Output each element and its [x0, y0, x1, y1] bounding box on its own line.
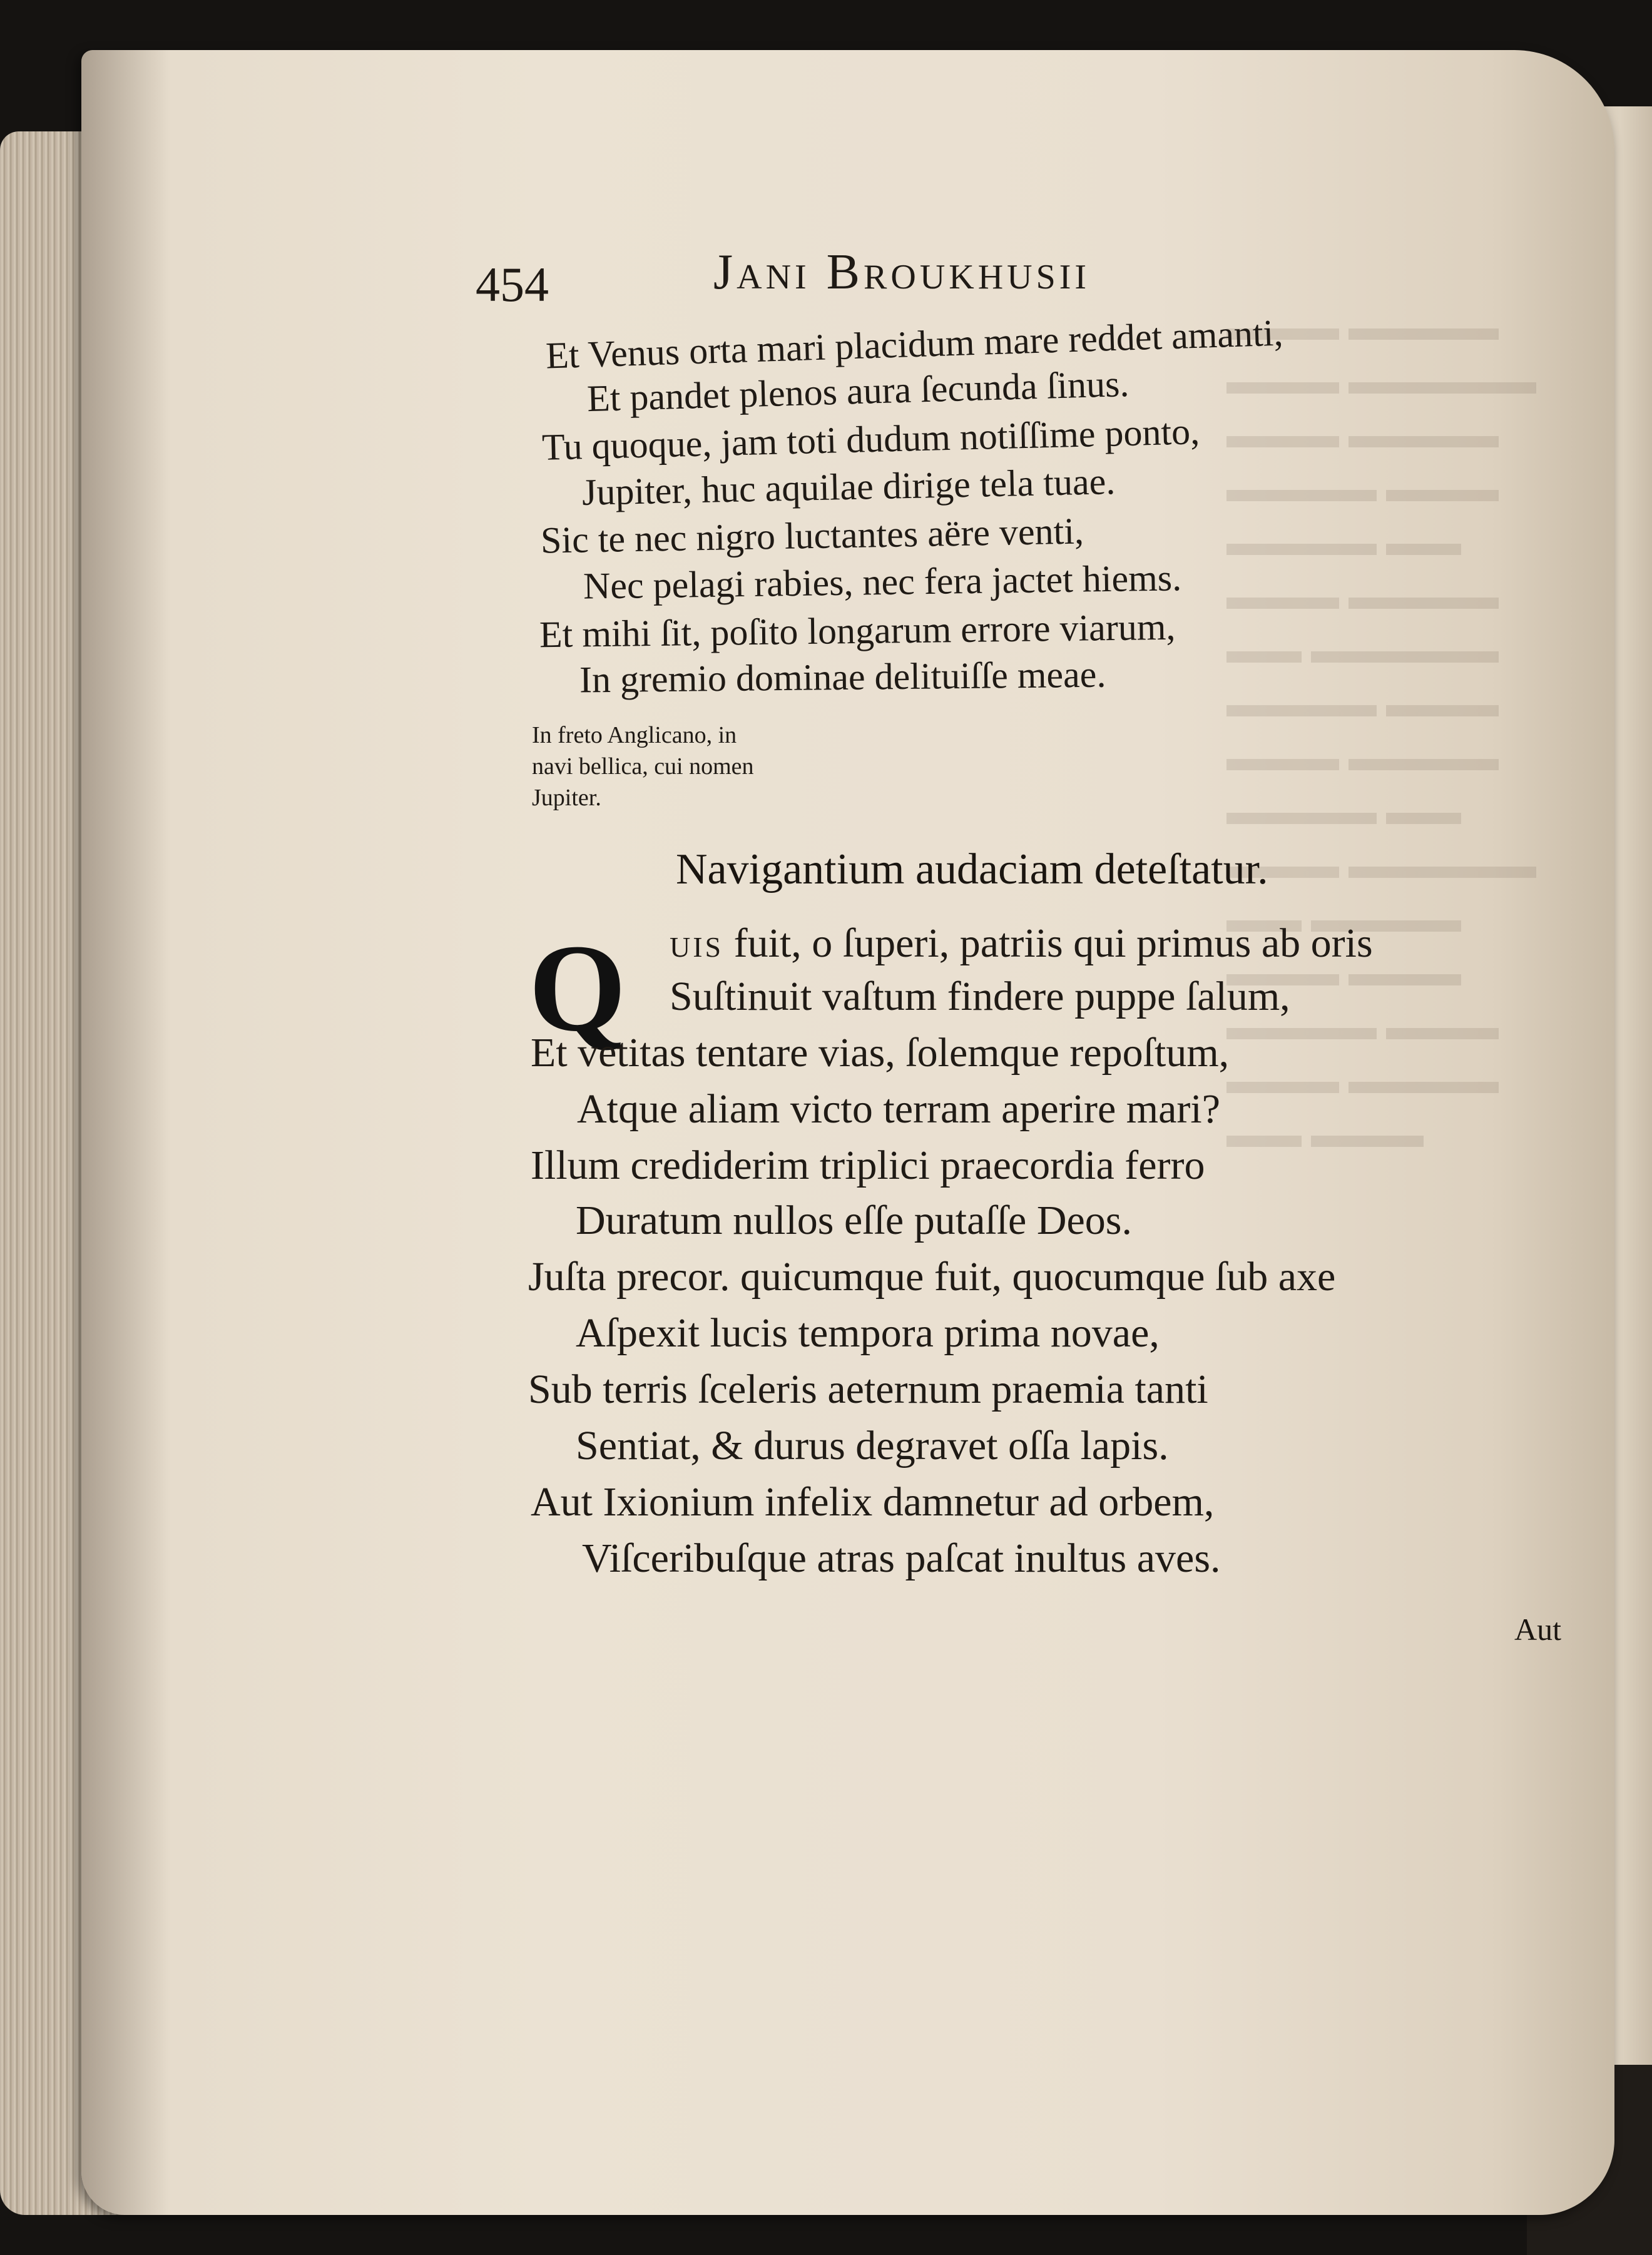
catchword: Aut	[1514, 1612, 1561, 1647]
verse-line: Sic te nec nigro luctantes aëre venti,	[540, 510, 1084, 561]
poem-line: Atque aliam victo terram aperire mari?	[577, 1086, 1220, 1132]
poem-line: Viſceribuſque atras paſcat inultus aves.	[582, 1535, 1221, 1581]
poem-line: Sub terris ſceleris aeternum praemia tanti	[528, 1367, 1208, 1412]
running-head: Jani Broukhusii	[713, 245, 1091, 300]
first-line	[670, 920, 1373, 966]
verse-line: In gremio dominae delituiſſe meae.	[579, 653, 1106, 701]
verse-line: Et pandet plenos aura ſecunda ſinus.	[586, 362, 1130, 420]
poem-line: Sentiat, & durus degravet oſſa lapis.	[576, 1423, 1169, 1469]
poem-line: Suſtinuit vaſtum findere puppe ſalum,	[670, 974, 1290, 1019]
verse-line: Jupiter, huc aquilae dirige tela tuae.	[581, 461, 1116, 513]
verse-line: Et Venus orta mari placidum mare reddet amanti,	[545, 312, 1284, 377]
poem-line: Et vetitas tentare vias, ſolemque repoſtum,	[531, 1030, 1230, 1076]
poem-line: Aut Ixionium infelix damnetur ad orbem,	[531, 1479, 1215, 1525]
verse-line: Et mihi ſit, poſito longarum errore viarum,	[539, 606, 1176, 656]
verse-line: Nec pelagi rabies, nec fera jactet hiems.	[583, 557, 1182, 607]
page-number: 454	[476, 257, 549, 312]
margin-note	[532, 720, 820, 813]
margin-note-line: Jupiter.	[532, 785, 601, 811]
margin-note-line: navi bellica, cui nomen	[532, 753, 754, 780]
margin-note-line: In freto Anglicano, in	[532, 722, 737, 748]
drop-cap: Q	[529, 919, 626, 1057]
poem-title: Navigantium audaciam deteſtatur.	[676, 845, 1268, 893]
poem-line: Juſta precor. quicumque fuit, quocumque ſub axe	[528, 1254, 1336, 1300]
poem-line: Illum crediderim triplici praecordia ferro	[531, 1143, 1205, 1188]
gutter-shadow	[81, 50, 169, 2215]
poem-line: Aſpexit lucis tempora prima novae,	[576, 1310, 1160, 1356]
first-line-rest: fuit, o ſuperi, patriis qui primus ab oris	[723, 920, 1373, 966]
first-line-caps: uis	[670, 920, 724, 966]
poem-line: Duratum nullos eſſe putaſſe Deos.	[576, 1198, 1132, 1243]
verse-line: Tu quoque, jam toti dudum notiſſime ponto,	[541, 410, 1200, 468]
